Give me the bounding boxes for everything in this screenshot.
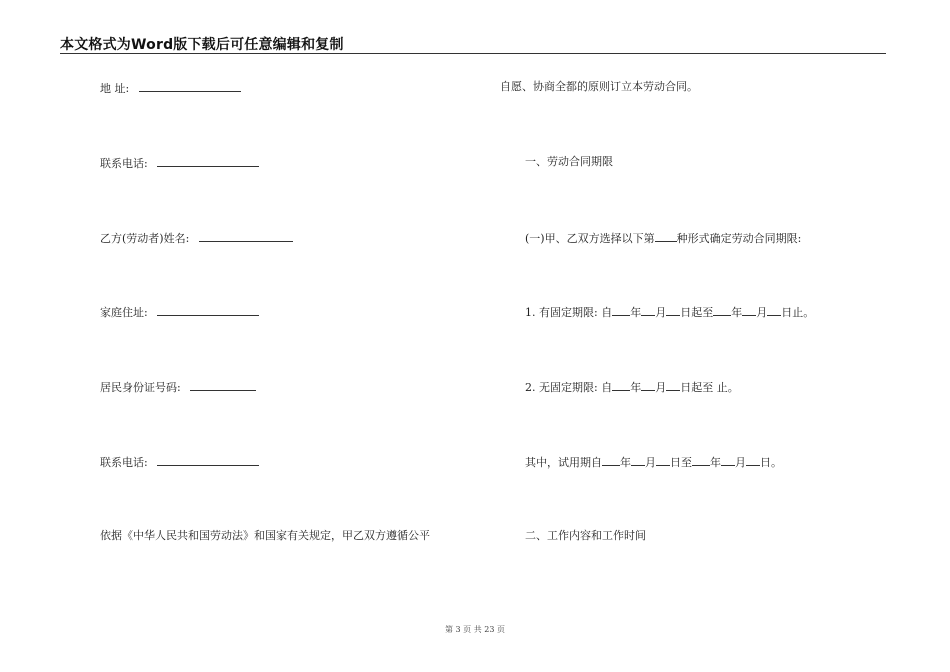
home-address-blank [157, 304, 259, 316]
open-month-blank [641, 379, 655, 391]
open-day-blank [666, 379, 680, 391]
probation-month-blank [631, 454, 645, 466]
probation-end-year-label: 年 [710, 456, 721, 469]
probation-year-label: 年 [620, 456, 631, 469]
probation-end-month-label: 月 [735, 456, 746, 469]
probation-end-year-blank [692, 454, 710, 466]
term-choice-text-a: (一)甲、乙双方选择以下第 [525, 232, 655, 245]
term-choice-text-b: 种形式确定劳动合同期限: [676, 232, 802, 245]
probation-end-day-blank [746, 454, 760, 466]
address-label: 地 址: [100, 82, 130, 95]
probation-month-label: 月 [645, 456, 656, 469]
fixed-day-blank [666, 304, 680, 316]
page-number-footer: 第 3 页 共 23 页 [445, 625, 505, 634]
phone-blank-2 [157, 454, 259, 466]
fixed-end-month-blank [742, 304, 756, 316]
principle-continuation: 自愿、协商全都的原则订立本劳动合同。 [500, 80, 698, 93]
fixed-year-blank [612, 304, 630, 316]
open-year-label: 年 [630, 381, 642, 394]
fixed-end-month-label: 月 [756, 306, 768, 319]
probation-day-to-label: 日至 [670, 456, 692, 469]
party-b-name-blank [199, 230, 293, 242]
probation-end-month-blank [721, 454, 735, 466]
party-b-name-row [100, 230, 293, 246]
phone-row-2 [100, 454, 259, 470]
open-month-label: 月 [655, 381, 667, 394]
section-1-title: 一、劳动合同期限 [525, 155, 613, 168]
fixed-end-year-blank [713, 304, 731, 316]
id-number-label: 居民身份证号码: [100, 381, 181, 394]
home-address-label: 家庭住址: [100, 306, 148, 319]
party-b-name-label: 乙方(劳动者)姓名: [100, 232, 190, 245]
fixed-month-label: 月 [655, 306, 667, 319]
fixed-end-day-label: 日止。 [781, 306, 815, 319]
open-year-blank [612, 379, 630, 391]
section-2-title: 二、工作内容和工作时间 [525, 529, 646, 542]
id-number-row [100, 379, 256, 395]
probation-year-blank [602, 454, 620, 466]
legal-basis-paragraph: 依据《中华人民共和国劳动法》和国家有关规定，甲乙双方遵循公平 [100, 529, 430, 542]
fixed-month-blank [641, 304, 655, 316]
probation-line [525, 454, 782, 470]
probation-day-blank [656, 454, 670, 466]
open-term-suffix: 日起至 止。 [680, 381, 739, 394]
open-term-prefix: 2. 无固定期限: 自 [525, 381, 613, 394]
fixed-year-label: 年 [630, 306, 642, 319]
id-number-blank [190, 379, 256, 391]
phone-label-2: 联系电话: [100, 456, 148, 469]
open-term-line [525, 379, 739, 395]
term-choice-blank [655, 230, 677, 242]
fixed-day-from-label: 日起至 [680, 306, 714, 319]
fixed-term-prefix: 1. 有固定期限: 自 [525, 306, 613, 319]
phone-label-1: 联系电话: [100, 157, 148, 170]
phone-blank-1 [157, 155, 259, 167]
document-header-title: 本文格式为Word版下载后可任意编辑和复制 [60, 37, 344, 53]
home-address-row [100, 304, 259, 320]
phone-row-1 [100, 155, 259, 171]
header-divider [60, 53, 886, 54]
fixed-term-line [525, 304, 814, 320]
probation-prefix: 其中，试用期自 [525, 456, 602, 469]
address-row [100, 80, 241, 96]
address-blank [139, 80, 241, 92]
probation-end-day-label: 日。 [760, 456, 782, 469]
fixed-end-year-label: 年 [731, 306, 743, 319]
contract-term-choice [525, 230, 801, 246]
fixed-end-day-blank [767, 304, 781, 316]
